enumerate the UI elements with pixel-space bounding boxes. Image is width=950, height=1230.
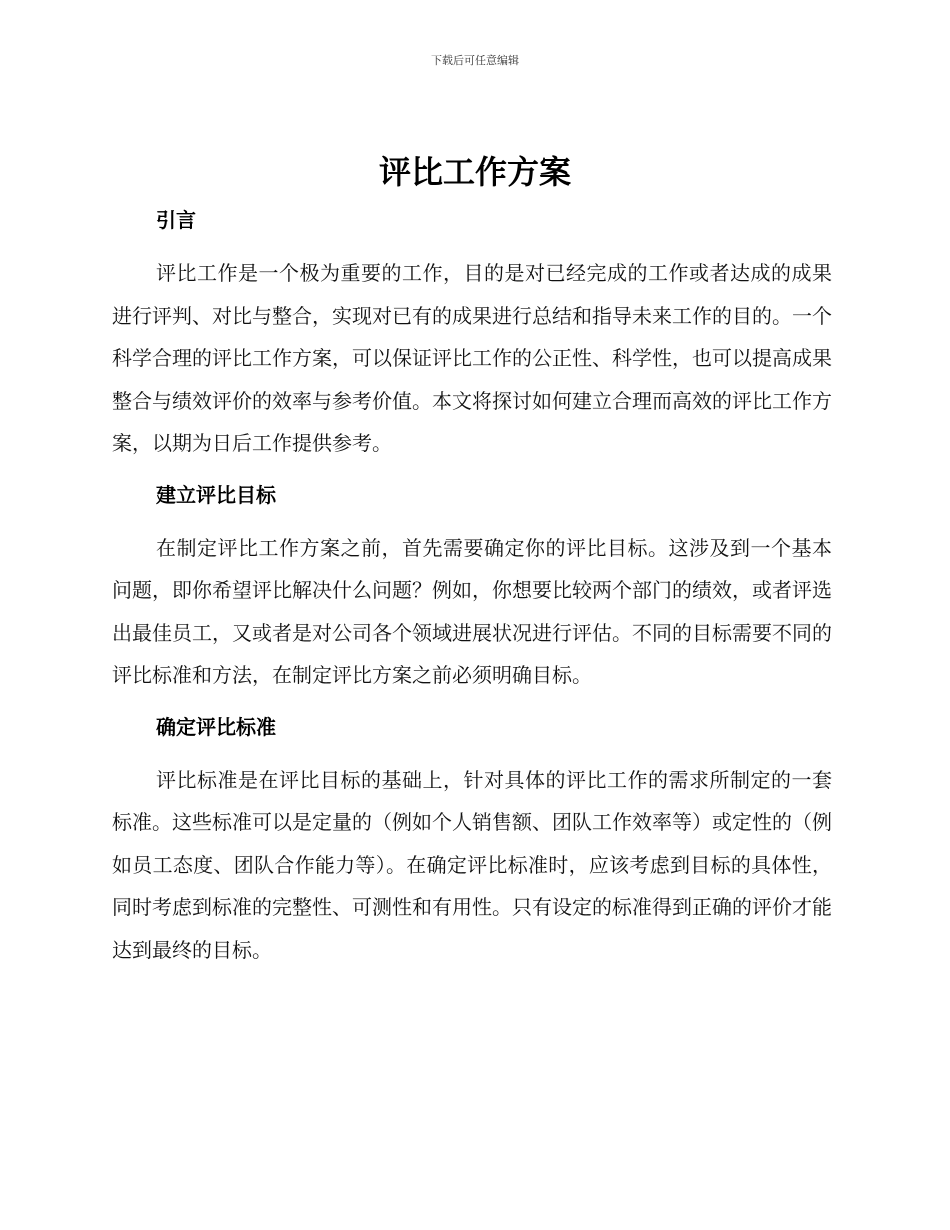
section-heading-establish-goals: 建立评比目标 bbox=[156, 482, 276, 507]
header-note: 下载后可任意编辑 bbox=[431, 54, 519, 67]
section-paragraph-determine-standards: 评比标准是在评比目标的基础上，针对具体的评比工作的需求所制定的一套标准。这些标准可以是定量的（例如个人销售额、团队工作效率等）或定性的（例如员工态度、团队合作能力等）。在确定评比标准时，应该考虑到目标的具体性，同时考虑到标准的完整性、可测性和有用性。只有设定的标准得到正确的评价才能达到最终的目标。 bbox=[112, 767, 832, 962]
section-heading-introduction: 引言 bbox=[156, 208, 196, 232]
section-paragraph-introduction: 评比工作是一个极为重要的工作，目的是对已经完成的工作或者达成的成果进行评判、对比与整合，实现对已有的成果进行总结和指导未来工作的目的。一个科学合理的评比工作方案，可以保证评比工作的公正性、科学性，也可以提高成果整合与绩效评价的效率与参考价值。本文将探讨如何建立合理而高效的评比工作方案，以期为日后工作提供参考。 bbox=[112, 261, 832, 455]
section-paragraph-establish-goals: 在制定评比工作方案之前，首先需要确定你的评比目标。这涉及到一个基本问题，即你希望评比解决什么问题？例如，你想要比较两个部门的绩效，或者评选出最佳员工，又或者是对公司各个领域进展状况进行评估。不同的目标需要不同的评比标准和方法，在制定评比方案之前必须明确目标。 bbox=[112, 535, 832, 687]
document-title: 评比工作方案 bbox=[378, 153, 571, 191]
document-body bbox=[112, 200, 832, 971]
section-heading-determine-standards: 确定评比标准 bbox=[156, 714, 276, 739]
